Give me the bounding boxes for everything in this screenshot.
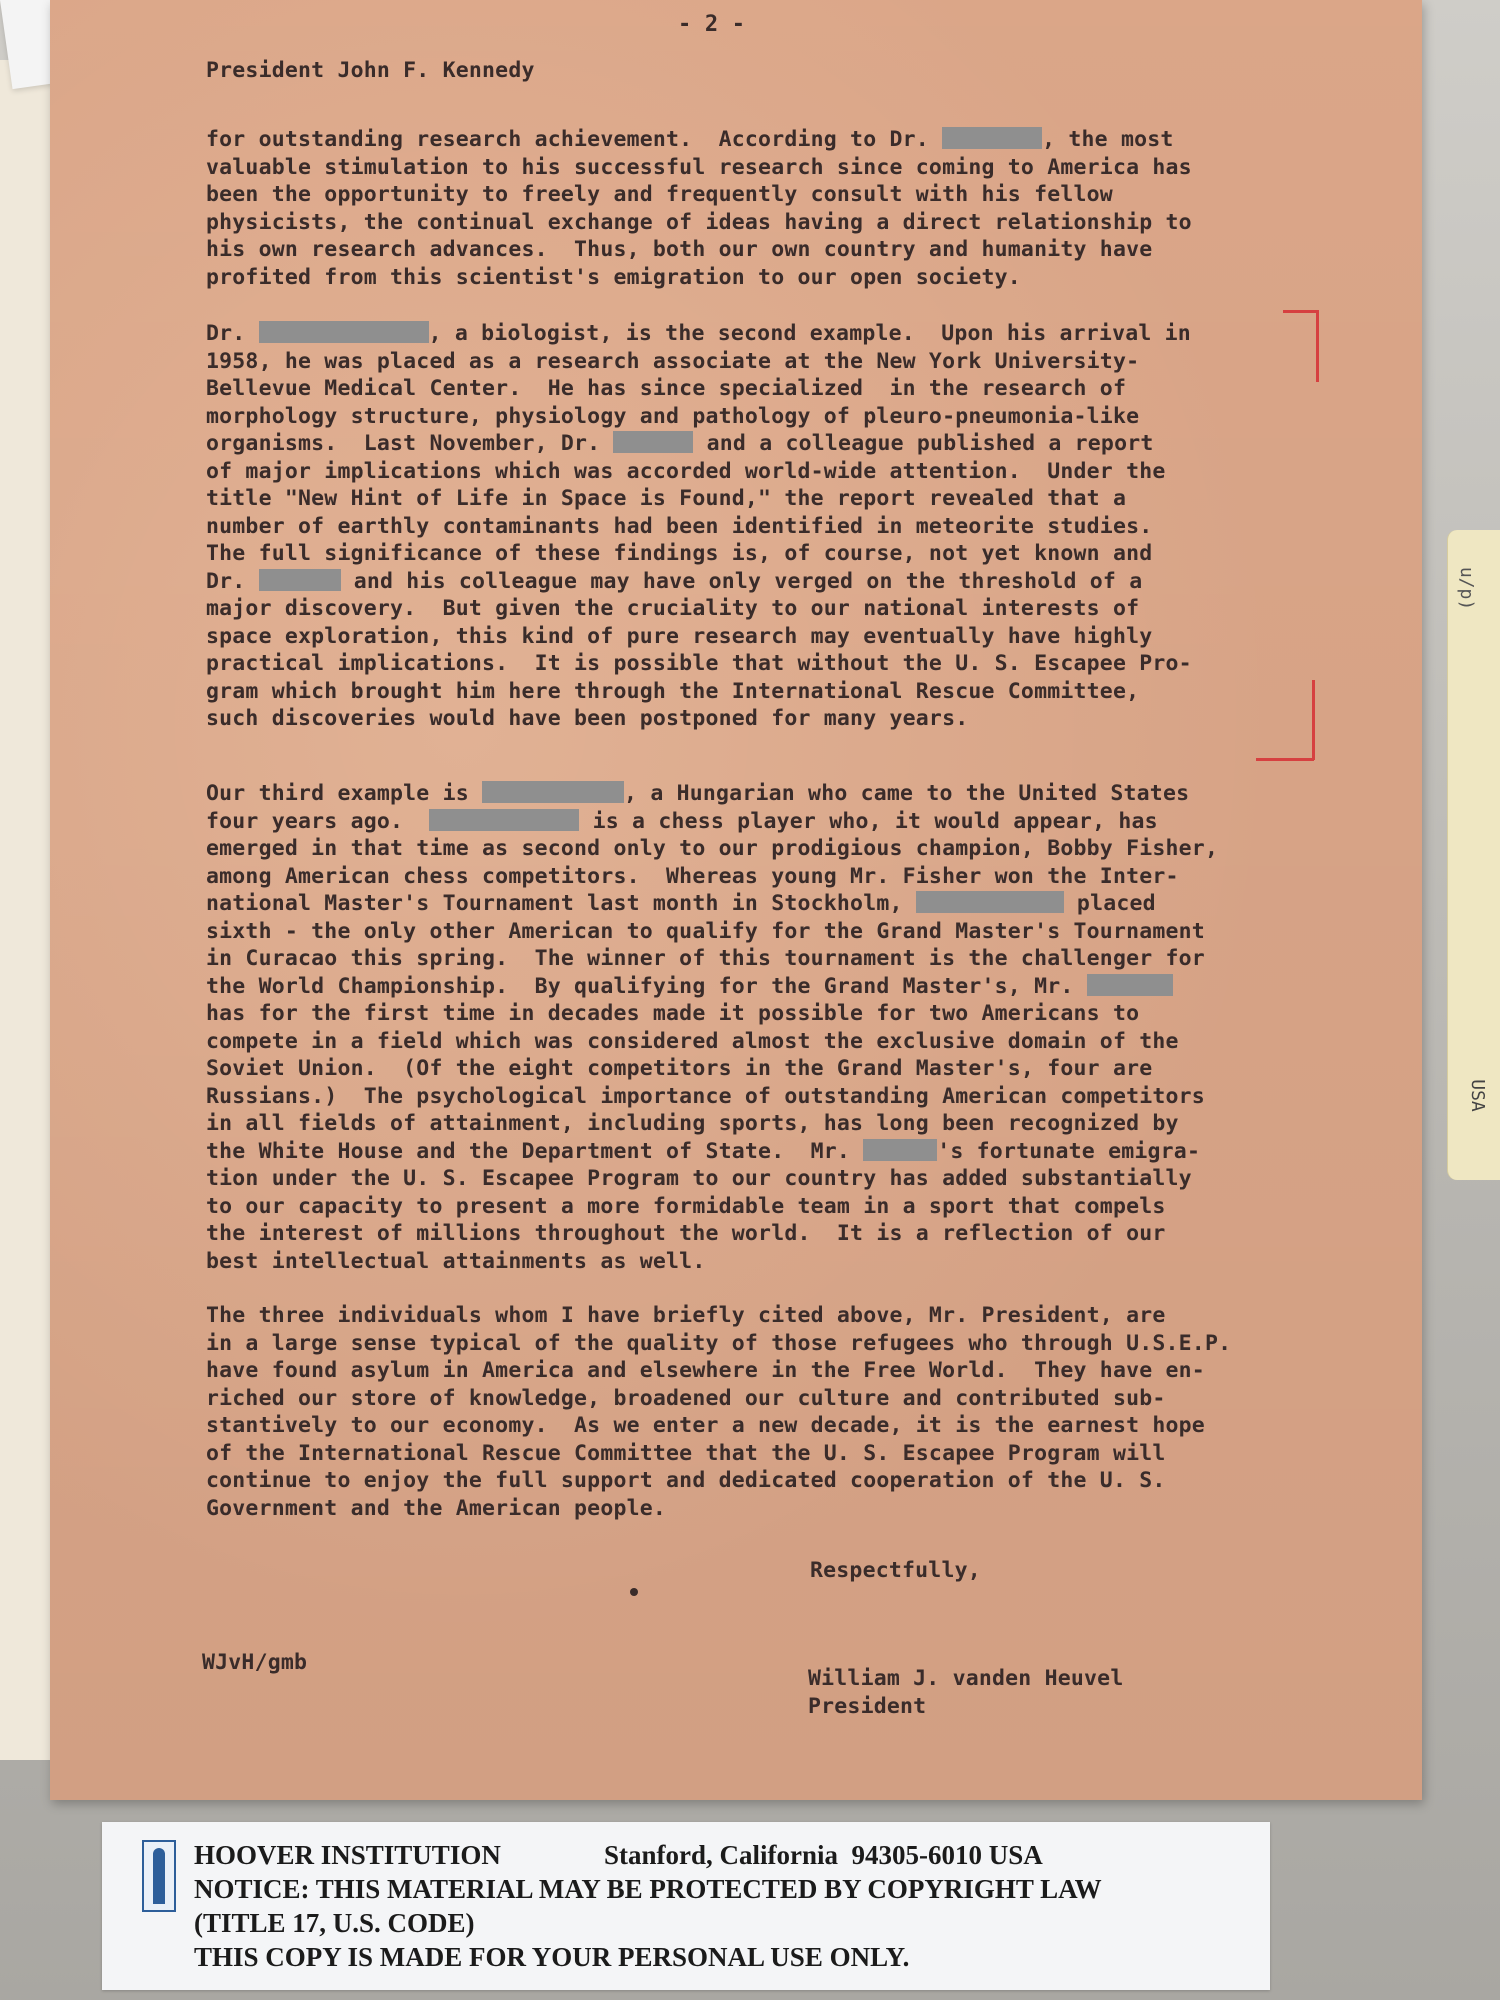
text-line (206, 264, 1306, 292)
text-segment: and his colleague may have only verged on the threshold of a (340, 568, 1143, 594)
text-segment: compete in a field which was considered almost the exclusive domain of the (206, 1028, 1179, 1054)
red-bracket-mark (1256, 758, 1314, 761)
text-line (206, 375, 1306, 403)
red-bracket-mark (1312, 680, 1315, 760)
text-line (206, 320, 1306, 348)
text-line (206, 1302, 1306, 1330)
text-segment: his own research advances. Thus, both our own country and humanity have (206, 237, 1153, 262)
text-line (206, 126, 1306, 154)
text-segment: best intellectual attainments as well. (206, 1248, 706, 1274)
text-line (206, 705, 1306, 733)
text-segment: major discovery. But given the cruciality to our national interests of (206, 596, 1140, 621)
text-segment: the interest of millions throughout the world. It is a reflection of our (206, 1221, 1166, 1246)
letter-page (50, 0, 1422, 1800)
text-segment: Dr. (206, 568, 259, 594)
text-segment: Bellevue Medical Center. He has since specialized in the research of (206, 376, 1127, 401)
text-line (206, 458, 1306, 486)
text-segment: 1958, he was placed as a research associate at the New York University- (206, 348, 1140, 374)
text-segment: The full significance of these findings is, of course, not yet known and (206, 541, 1153, 566)
addressee: President John F. Kennedy (206, 58, 535, 83)
text-segment: space exploration, this kind of pure research may eventually have highly (206, 623, 1153, 649)
redaction-box (863, 1139, 937, 1161)
text-segment: stantively to our economy. As we enter a new decade, it is the earnest hope (206, 1413, 1205, 1438)
notice-title-code: (TITLE 17, U.S. CODE) (194, 1908, 475, 1938)
text-segment: , a Hungarian who came to the United States (624, 781, 1190, 806)
text-segment: morphology structure, physiology and pathology of pleuro-pneumonia-like (206, 403, 1140, 429)
text-segment: to our capacity to present a more formidable team in a sport that compels (206, 1193, 1166, 1219)
text-segment: profited from this scientist's emigration to our open society. (206, 264, 1021, 290)
page-number: - 2 - (678, 12, 746, 37)
text-line (206, 1495, 1306, 1523)
text-segment: the World Championship. By qualifying for the Grand Master's, Mr. (206, 973, 1087, 999)
text-segment: of the International Rescue Committee that the U. S. Escapee Program will (206, 1440, 1166, 1466)
text-segment: among American chess competitors. Whereas young Mr. Fisher won the Inter- (206, 863, 1179, 889)
notice-personal-use: THIS COPY IS MADE FOR YOUR PERSONAL USE ONLY. (194, 1942, 910, 1972)
text-line (206, 1440, 1306, 1468)
text-segment: has for the first time in decades made it possible for two Americans to (206, 1001, 1140, 1026)
text-segment: have found asylum in America and elsewhere in the Free World. They have en- (206, 1358, 1205, 1383)
text-line (206, 808, 1306, 836)
redaction-box (259, 569, 341, 591)
redaction-box (259, 321, 429, 343)
text-segment: riched our store of knowledge, broadened our culture and contributed sub- (206, 1385, 1166, 1411)
text-segment: such discoveries would have been postponed for many years. (206, 706, 969, 731)
text-segment: of major implications which was accorded world-wide attention. Under the (206, 458, 1166, 484)
text-segment: The three individuals whom I have briefly cited above, Mr. President, are (206, 1303, 1166, 1328)
text-line (206, 1055, 1306, 1083)
folder-tab-label: USA (1467, 1079, 1489, 1112)
typist-initials: WJvH/gmb (202, 1650, 308, 1675)
text-line (206, 154, 1306, 182)
text-line (206, 181, 1306, 209)
text-segment: title "New Hint of Life in Space is Found," the report revealed that a (206, 486, 1127, 511)
text-segment: Our third example is (206, 781, 483, 806)
text-line (206, 485, 1306, 513)
text-line (206, 863, 1306, 891)
text-line (206, 1165, 1306, 1193)
text-line (206, 403, 1306, 431)
text-segment: number of earthly contaminants had been identified in meteorite studies. (206, 513, 1153, 539)
red-bracket-mark (1283, 310, 1319, 313)
paragraph-2 (206, 320, 1306, 733)
redaction-box (916, 891, 1064, 913)
text-line (206, 835, 1306, 863)
text-segment: Soviet Union. (Of the eight competitors in the Grand Master's, four are (206, 1056, 1153, 1081)
text-line (206, 973, 1306, 1001)
text-segment: 's fortunate emigra- (937, 1138, 1201, 1164)
text-line (206, 1220, 1306, 1248)
paragraph-1 (206, 126, 1306, 291)
text-segment: , a biologist, is the second example. Upon his arrival in (428, 321, 1191, 346)
text-line (206, 513, 1306, 541)
text-line (206, 650, 1306, 678)
text-line (206, 918, 1306, 946)
redaction-box (942, 127, 1042, 149)
notice-institution: HOOVER INSTITUTION (194, 1840, 501, 1870)
text-segment: is a chess player who, it would appear, has (579, 808, 1158, 834)
text-line (206, 1083, 1306, 1111)
text-line (206, 1248, 1306, 1276)
text-line (206, 1467, 1306, 1495)
text-segment: in Curacao this spring. The winner of this tournament is the challenger for (206, 946, 1205, 971)
text-segment: tion under the U. S. Escapee Program to our country has added substantially (206, 1166, 1192, 1191)
text-line (206, 236, 1306, 264)
text-segment: four years ago. (206, 808, 430, 834)
text-line (206, 595, 1306, 623)
closing: Respectfully, (810, 1558, 981, 1583)
text-line (206, 1385, 1306, 1413)
text-line (206, 1028, 1306, 1056)
text-segment: , the most (1042, 127, 1174, 152)
text-segment: physicists, the continual exchange of ideas having a direct relationship to (206, 209, 1192, 235)
text-line (206, 1193, 1306, 1221)
folder-tab-mark: u/p) (1455, 566, 1477, 611)
text-segment: sixth - the only other American to qualify for the Grand Master's Tournament (206, 918, 1205, 944)
text-segment: Government and the American people. (206, 1495, 667, 1521)
text-segment: organisms. Last November, Dr. (206, 431, 614, 456)
signature-title: President (808, 1694, 927, 1719)
text-segment: in all fields of attainment, including sports, has long been recognized by (206, 1111, 1179, 1136)
text-line (206, 780, 1306, 808)
text-segment: continue to enjoy the full support and dedicated cooperation of the U. S. (206, 1468, 1166, 1493)
text-segment: Dr. (206, 321, 259, 346)
hoover-tower-logo-icon (142, 1840, 176, 1912)
redaction-box (613, 431, 693, 453)
text-line (206, 623, 1306, 651)
text-line (206, 1110, 1306, 1138)
redaction-box (482, 781, 624, 803)
text-line (206, 1412, 1306, 1440)
text-segment: for outstanding research achievement. According to Dr. (206, 127, 943, 152)
text-line (206, 1357, 1306, 1385)
text-segment: placed (1063, 891, 1156, 916)
ink-speck (630, 1588, 638, 1596)
paragraph-3 (206, 780, 1306, 1275)
redaction-box (429, 809, 579, 831)
text-line (206, 568, 1306, 596)
text-line (206, 890, 1306, 918)
text-line (206, 945, 1306, 973)
text-line (206, 209, 1306, 237)
notice-copyright: NOTICE: THIS MATERIAL MAY BE PROTECTED BY COPYRIGHT LAW (194, 1874, 1102, 1904)
copyright-notice-label (102, 1822, 1270, 1990)
text-line (206, 430, 1306, 458)
text-segment: been the opportunity to freely and frequently consult with his fellow (206, 182, 1113, 207)
text-segment: Russians.) The psychological importance of outstanding American competitors (206, 1083, 1205, 1109)
text-segment: national Master's Tournament last month in Stockholm, (206, 891, 916, 916)
text-segment: emerged in that time as second only to our prodigious champion, Bobby Fisher, (206, 836, 1219, 861)
text-segment: the White House and the Department of State. Mr. (206, 1138, 864, 1164)
redaction-box (1087, 974, 1173, 996)
paragraph-4 (206, 1302, 1306, 1522)
text-line (206, 348, 1306, 376)
text-segment: gram which brought him here through the International Rescue Committee, (206, 678, 1140, 704)
text-segment: practical implications. It is possible that without the U. S. Escapee Pro- (206, 651, 1192, 676)
text-segment: valuable stimulation to his successful research since coming to America has (206, 154, 1192, 180)
text-segment: in a large sense typical of the quality of those refugees who through U.S.E.P. (206, 1330, 1232, 1356)
notice-location: Stanford, California 94305-6010 USA (604, 1840, 1043, 1870)
text-line (206, 1330, 1306, 1358)
text-segment: and a colleague published a report (693, 431, 1154, 456)
text-line (206, 540, 1306, 568)
red-bracket-mark (1316, 310, 1319, 382)
text-line (206, 1000, 1306, 1028)
text-line (206, 678, 1306, 706)
text-line (206, 1138, 1306, 1166)
signature-name: William J. vanden Heuvel (808, 1666, 1124, 1691)
